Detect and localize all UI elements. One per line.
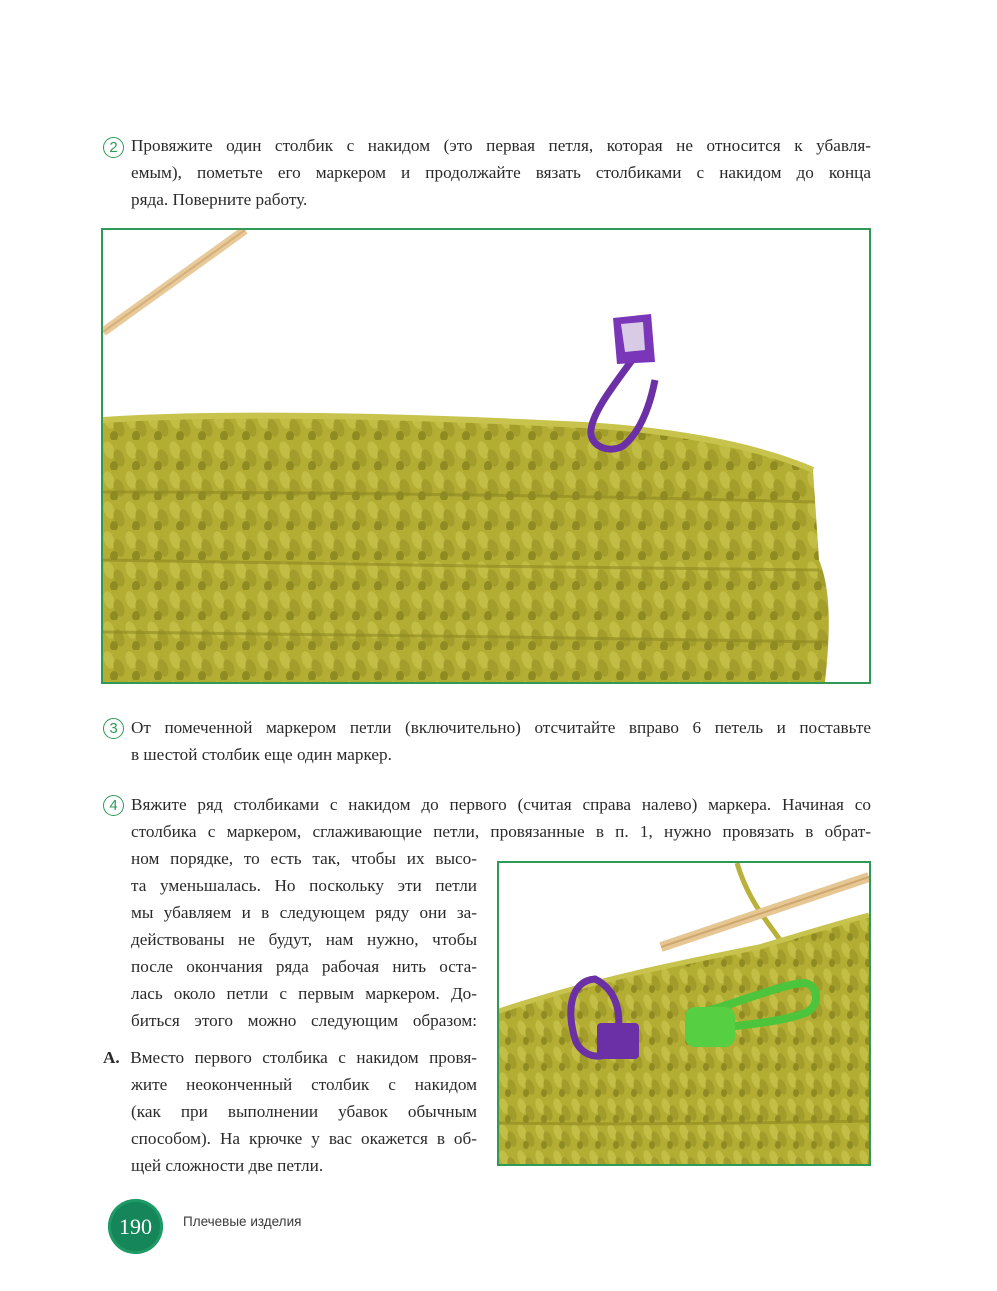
step-4-line: столбика с маркером, сглаживающие петли, провязанные в п. 1, нужно провязать в обрат-	[131, 822, 871, 841]
step-4-line: действованы не будут, нам нужно, чтобы	[131, 930, 477, 949]
step-a-line: щей сложности две петли.	[131, 1156, 324, 1175]
step-4-line: биться этого можно следующим образом:	[131, 1011, 477, 1030]
step-2-text	[131, 132, 871, 213]
photo-crochet-two-markers	[497, 861, 871, 1166]
step-3-number: 3	[103, 718, 124, 739]
step-3-line: От помеченной маркером петли (включительно) отсчитайте вправо 6 петель и поставьте	[131, 718, 871, 737]
step-a-line: способом). На крючке у вас окажется в об-	[131, 1129, 477, 1148]
footer-section-title: Плечевые изделия	[183, 1214, 302, 1229]
step-a-line: Вместо первого столбика с накидом провя-	[130, 1048, 478, 1067]
step-4-line: Вяжите ряд столбиками с накидом до первого (считая справа налево) маркера. Начиная со	[131, 795, 871, 814]
step-4-text-narrow	[131, 845, 477, 1034]
step-2-number: 2	[103, 137, 124, 158]
step-a-first-line	[103, 1044, 477, 1071]
step-4-line: мы убавляем и в следующем ряду они за-	[131, 903, 477, 922]
step-a-line: жите неоконченный столбик с накидом	[131, 1075, 477, 1094]
step-4-text-full	[131, 791, 871, 845]
page-number-badge: 190	[108, 1199, 163, 1254]
step-4-number: 4	[103, 795, 124, 816]
step-4-line: после окончания ряда рабочая нить оста-	[131, 957, 477, 976]
step-3-text	[131, 714, 871, 768]
photo-crochet-marker-first	[101, 228, 871, 684]
step-4-line: лась около петли с первым маркером. До-	[131, 984, 477, 1003]
step-a-text	[103, 1044, 477, 1179]
step-a-label: А.	[103, 1048, 120, 1067]
step-4-line: ном порядке, то есть так, чтобы их высо-	[131, 849, 477, 868]
step-3-line: в шестой столбик еще один маркер.	[131, 745, 392, 764]
step-2-line: ряда. Поверните работу.	[131, 190, 308, 209]
step-a-line: (как при выполнении убавок обычным	[131, 1102, 477, 1121]
step-2-line: емым), пометьте его маркером и продолжайте вязать столбиками с накидом до конца	[131, 163, 871, 182]
step-2-line: Провяжите один столбик с накидом (это первая петля, которая не относится к убавля-	[131, 136, 871, 155]
step-4-line: та уменьшалась. Но поскольку эти петли	[131, 876, 477, 895]
